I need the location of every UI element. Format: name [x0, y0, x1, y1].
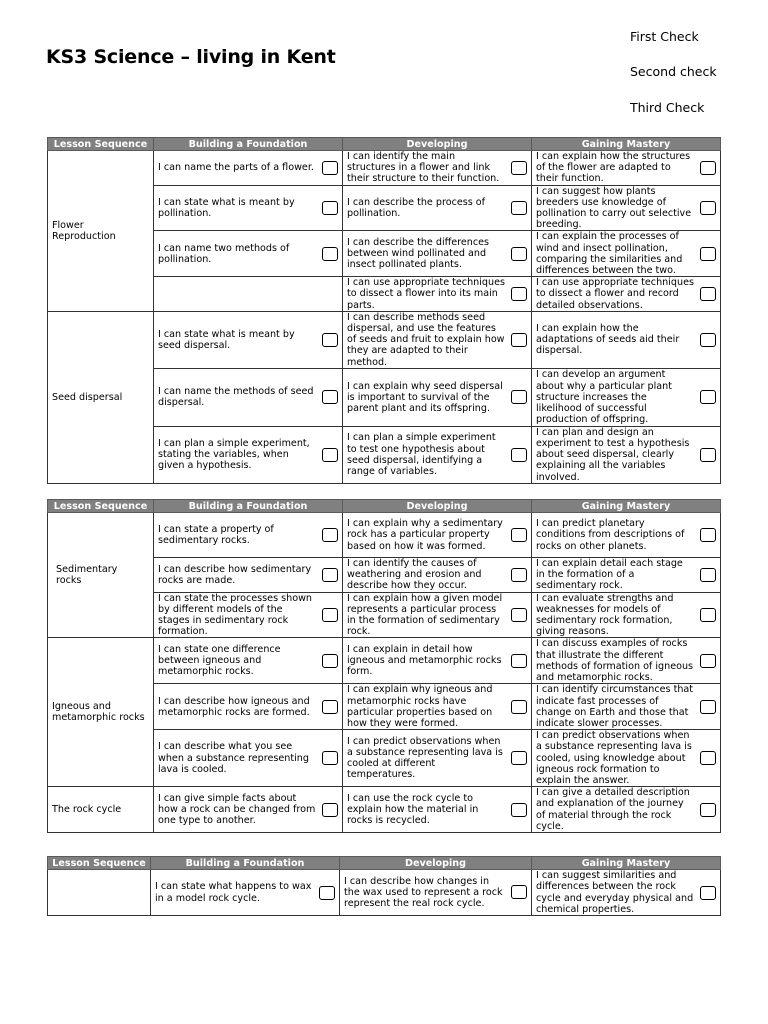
checkbox[interactable]: [511, 390, 527, 404]
checkbox[interactable]: [700, 654, 716, 668]
developing-cell: [343, 426, 532, 483]
developing-cell: [343, 558, 532, 593]
first-check-label: First Check: [630, 29, 699, 44]
developing-cell: [343, 311, 532, 368]
table-header-row: [48, 500, 721, 513]
mastery-cell: [532, 277, 721, 312]
mastery-statement: I can use appropriate techniques to dissect a flower and record detailed observations.: [536, 277, 694, 311]
checkbox[interactable]: [511, 568, 527, 582]
developing-statement: I can explain why igneous and metamorphic rocks have particular properties based on how they were formed.: [347, 684, 493, 729]
checkbox[interactable]: [511, 161, 527, 175]
foundation-cell: [154, 151, 343, 186]
foundation-cell: [154, 592, 343, 638]
sequence-cell-sedimentary-rocks: Sedimentary rocks: [48, 513, 154, 638]
checkbox[interactable]: [322, 333, 338, 347]
col-lesson-sequence: Lesson Sequence: [48, 138, 154, 151]
developing-statement: I can describe how changes in the wax used to represent a rock represent the real rock cycle.: [344, 875, 503, 910]
col-gaining-mastery: Gaining Mastery: [532, 138, 721, 151]
mastery-statement: I can plan and design an experiment to test a hypothesis about seed dispersal, clearly explaining all the variables involved.: [536, 426, 690, 483]
developing-statement: I can explain in detail how igneous and metamorphic rocks form.: [347, 644, 502, 678]
checkbox[interactable]: [322, 528, 338, 542]
mastery-statement: I can give a detailed description and explanation of the journey of material through the rock cycle.: [536, 787, 690, 832]
checkbox[interactable]: [700, 287, 716, 301]
checkbox[interactable]: [700, 803, 716, 817]
foundation-cell: [154, 426, 343, 483]
rocks-checklist-table: [47, 499, 721, 833]
mastery-statement: I can explain how the adaptations of seeds aid their dispersal.: [536, 323, 680, 357]
developing-cell: [343, 684, 532, 730]
developing-statement: I can use the rock cycle to explain how the material in rocks is recycled.: [347, 792, 479, 827]
foundation-cell: [151, 870, 340, 916]
mastery-statement: I can identify circumstances that indicate fast processes of change on Earth and those that indicate slower processes.: [536, 684, 694, 729]
checkbox[interactable]: [700, 448, 716, 462]
developing-cell: [343, 151, 532, 186]
developing-cell: [343, 592, 532, 638]
third-check-label: Third Check: [630, 100, 705, 115]
foundation-statement: I can name two methods of pollination.: [158, 242, 290, 265]
foundation-statement: I can state what is meant by seed dispersal.: [158, 328, 295, 351]
mastery-cell: [532, 311, 721, 368]
mastery-statement: I can predict planetary conditions from descriptions of rocks on other planets.: [536, 518, 685, 552]
col-building-foundation: Building a Foundation: [154, 500, 343, 513]
mastery-statement: I can evaluate strengths and weaknesses for models of sedimentary rock formation, giving reasons.: [536, 592, 674, 638]
mastery-statement: I can explain how the structures of the flower are adapted to their function.: [536, 151, 691, 185]
plants-checklist-table: [47, 137, 721, 484]
checkbox[interactable]: [322, 654, 338, 668]
foundation-cell: [154, 730, 343, 787]
page-title: KS3 Science – living in Kent: [46, 46, 336, 68]
foundation-cell: [154, 231, 343, 277]
developing-statement: I can explain how a given model represents a particular process in the formation of sedimentary rock.: [347, 592, 503, 638]
checkbox[interactable]: [322, 751, 338, 765]
developing-statement: I can use appropriate techniques to dissect a flower into its main parts.: [347, 277, 505, 311]
checkbox[interactable]: [322, 448, 338, 462]
col-developing: Developing: [340, 857, 532, 870]
mastery-cell: [532, 787, 721, 833]
col-lesson-sequence: Lesson Sequence: [48, 857, 151, 870]
developing-cell: [343, 787, 532, 833]
mastery-statement: I can discuss examples of rocks that illustrate the different methods of formation of igneous and metamorphic rocks.: [536, 638, 694, 684]
checkbox[interactable]: [322, 161, 338, 175]
mastery-statement: I can explain detail each stage in the formation of a sedimentary rock.: [536, 558, 683, 592]
foundation-cell-empty: [154, 277, 343, 312]
developing-cell: [343, 513, 532, 558]
developing-statement: I can plan a simple experiment to test one hypothesis about seed dispersal, identifying a range of variables.: [347, 432, 496, 478]
mastery-cell: [532, 368, 721, 426]
mastery-cell: [532, 558, 721, 593]
col-building-foundation: Building a Foundation: [151, 857, 340, 870]
developing-cell: [343, 368, 532, 426]
foundation-statement: I can describe what you see when a substance representing lava is cooled.: [158, 741, 309, 775]
foundation-statement: I can state a property of sedimentary rocks.: [158, 523, 274, 546]
checkbox[interactable]: [511, 287, 527, 301]
checkbox[interactable]: [700, 390, 716, 404]
foundation-cell: [154, 513, 343, 558]
checkbox[interactable]: [511, 751, 527, 765]
foundation-cell: [154, 368, 343, 426]
foundation-statement: I can state what happens to wax in a model rock cycle.: [155, 881, 312, 904]
mastery-cell: [532, 426, 721, 483]
developing-cell: [343, 185, 532, 231]
foundation-statement: I can name the methods of seed dispersal.: [158, 386, 314, 409]
table-row: [48, 870, 721, 916]
checkbox[interactable]: [700, 751, 716, 765]
table-row: [48, 311, 721, 368]
developing-cell: [343, 231, 532, 277]
mastery-cell: [532, 185, 721, 231]
checkbox[interactable]: [700, 333, 716, 347]
checkbox[interactable]: [700, 608, 716, 622]
developing-cell: [340, 870, 532, 916]
checkbox[interactable]: [511, 333, 527, 347]
col-gaining-mastery: Gaining Mastery: [532, 857, 721, 870]
table-row: [48, 787, 721, 833]
table-row: [48, 513, 721, 558]
col-gaining-mastery: Gaining Mastery: [532, 500, 721, 513]
mastery-statement: I can suggest similarities and differences between the rock cycle and everyday physical and chemical properties.: [536, 870, 694, 915]
mastery-statement: I can explain the processes of wind and insect pollination, comparing the similarities and differences between the two.: [536, 231, 683, 277]
col-building-foundation: Building a Foundation: [154, 138, 343, 151]
sequence-cell-flower-reproduction: Flower Reproduction: [48, 151, 154, 312]
checkbox[interactable]: [511, 448, 527, 462]
checkbox[interactable]: [511, 608, 527, 622]
foundation-cell: [154, 185, 343, 231]
foundation-statement: I can describe how igneous and metamorphic rocks are formed.: [158, 695, 310, 718]
checkbox[interactable]: [322, 608, 338, 622]
developing-statement: I can describe the process of pollination.: [347, 196, 486, 220]
checkbox[interactable]: [511, 528, 527, 542]
developing-statement: I can predict observations when a substance representing lava is cooled at different temperatures.: [347, 735, 503, 781]
mastery-statement: I can predict observations when a substance representing lava is cooled, using knowledge about igneous rock formation to explain the answer.: [536, 730, 692, 787]
developing-cell: [343, 277, 532, 312]
checkbox[interactable]: [511, 201, 527, 215]
checkbox[interactable]: [511, 885, 527, 899]
checkbox[interactable]: [700, 568, 716, 582]
checkbox[interactable]: [322, 390, 338, 404]
foundation-cell: [154, 311, 343, 368]
mastery-cell: [532, 730, 721, 787]
mastery-cell: [532, 592, 721, 638]
foundation-statement: I can give simple facts about how a rock can be changed from one type to another.: [158, 792, 316, 827]
developing-cell: [343, 638, 532, 684]
developing-cell: [343, 730, 532, 787]
sequence-cell-igneous-metamorphic: Igneous and metamorphic rocks: [48, 638, 154, 787]
mastery-statement: I can develop an argument about why a particular plant structure increases the likelihood of successful production of offspring.: [536, 369, 673, 426]
sequence-cell-seed-dispersal: Seed dispersal: [48, 311, 154, 483]
sequence-cell-empty: [48, 870, 151, 916]
developing-statement: I can explain why seed dispersal is important to survival of the parent plant and its offspring.: [347, 380, 503, 414]
mastery-cell: [532, 684, 721, 730]
table-header-row: [48, 138, 721, 151]
table-header-row: [48, 857, 721, 870]
checkbox[interactable]: [511, 700, 527, 714]
checkbox[interactable]: [511, 247, 527, 261]
developing-statement: I can describe methods seed dispersal, and use the features of seeds and fruit to explain how they are adapted to their method.: [347, 311, 505, 368]
foundation-statement: I can state one difference between igneous and metamorphic rocks.: [158, 644, 281, 678]
sequence-cell-rock-cycle: The rock cycle: [48, 787, 154, 833]
foundation-cell: [154, 684, 343, 730]
foundation-statement: I can state what is meant by pollination.: [158, 196, 295, 220]
foundation-statement: I can plan a simple experiment, stating the variables, when given a hypothesis.: [158, 438, 310, 472]
wax-model-checklist-table: [47, 856, 721, 916]
developing-statement: I can describe the differences between wind pollinated and insect pollinated plants.: [347, 237, 490, 271]
checkbox[interactable]: [700, 247, 716, 261]
mastery-cell: [532, 513, 721, 558]
checkbox[interactable]: [322, 201, 338, 215]
checkbox[interactable]: [322, 247, 338, 261]
table-row: [48, 638, 721, 684]
developing-statement: I can identify the causes of weathering and erosion and describe how they occur.: [347, 558, 482, 592]
checkbox[interactable]: [322, 568, 338, 582]
foundation-cell: [154, 558, 343, 593]
foundation-statement: I can state the processes shown by different models of the stages in sedimentary rock formation.: [158, 592, 313, 638]
checkbox[interactable]: [511, 803, 527, 817]
checkbox[interactable]: [322, 803, 338, 817]
foundation-statement: I can name the parts of a flower.: [158, 162, 314, 174]
foundation-cell: [154, 787, 343, 833]
mastery-cell: [532, 151, 721, 186]
foundation-statement: I can describe how sedimentary rocks are made.: [158, 563, 312, 586]
mastery-cell: [532, 231, 721, 277]
table-row: [48, 151, 721, 186]
col-developing: Developing: [343, 138, 532, 151]
developing-statement: I can identify the main structures in a flower and link their structure to their function.: [347, 151, 500, 185]
mastery-cell: [532, 638, 721, 684]
second-check-label: Second check: [630, 64, 717, 79]
checkbox[interactable]: [322, 700, 338, 714]
checkbox[interactable]: [700, 201, 716, 215]
checkbox[interactable]: [700, 161, 716, 175]
foundation-cell: [154, 638, 343, 684]
checkbox[interactable]: [511, 654, 527, 668]
mastery-cell: [532, 870, 721, 916]
mastery-statement: I can suggest how plants breeders use knowledge of pollination to carry out selective breeding.: [536, 185, 692, 231]
col-developing: Developing: [343, 500, 532, 513]
checkbox[interactable]: [319, 886, 335, 900]
checkbox[interactable]: [700, 886, 716, 900]
developing-statement: I can explain why a sedimentary rock has a particular property based on how it was formed.: [347, 518, 503, 552]
checkbox[interactable]: [700, 528, 716, 542]
col-lesson-sequence: Lesson Sequence: [48, 500, 154, 513]
checkbox[interactable]: [700, 700, 716, 714]
